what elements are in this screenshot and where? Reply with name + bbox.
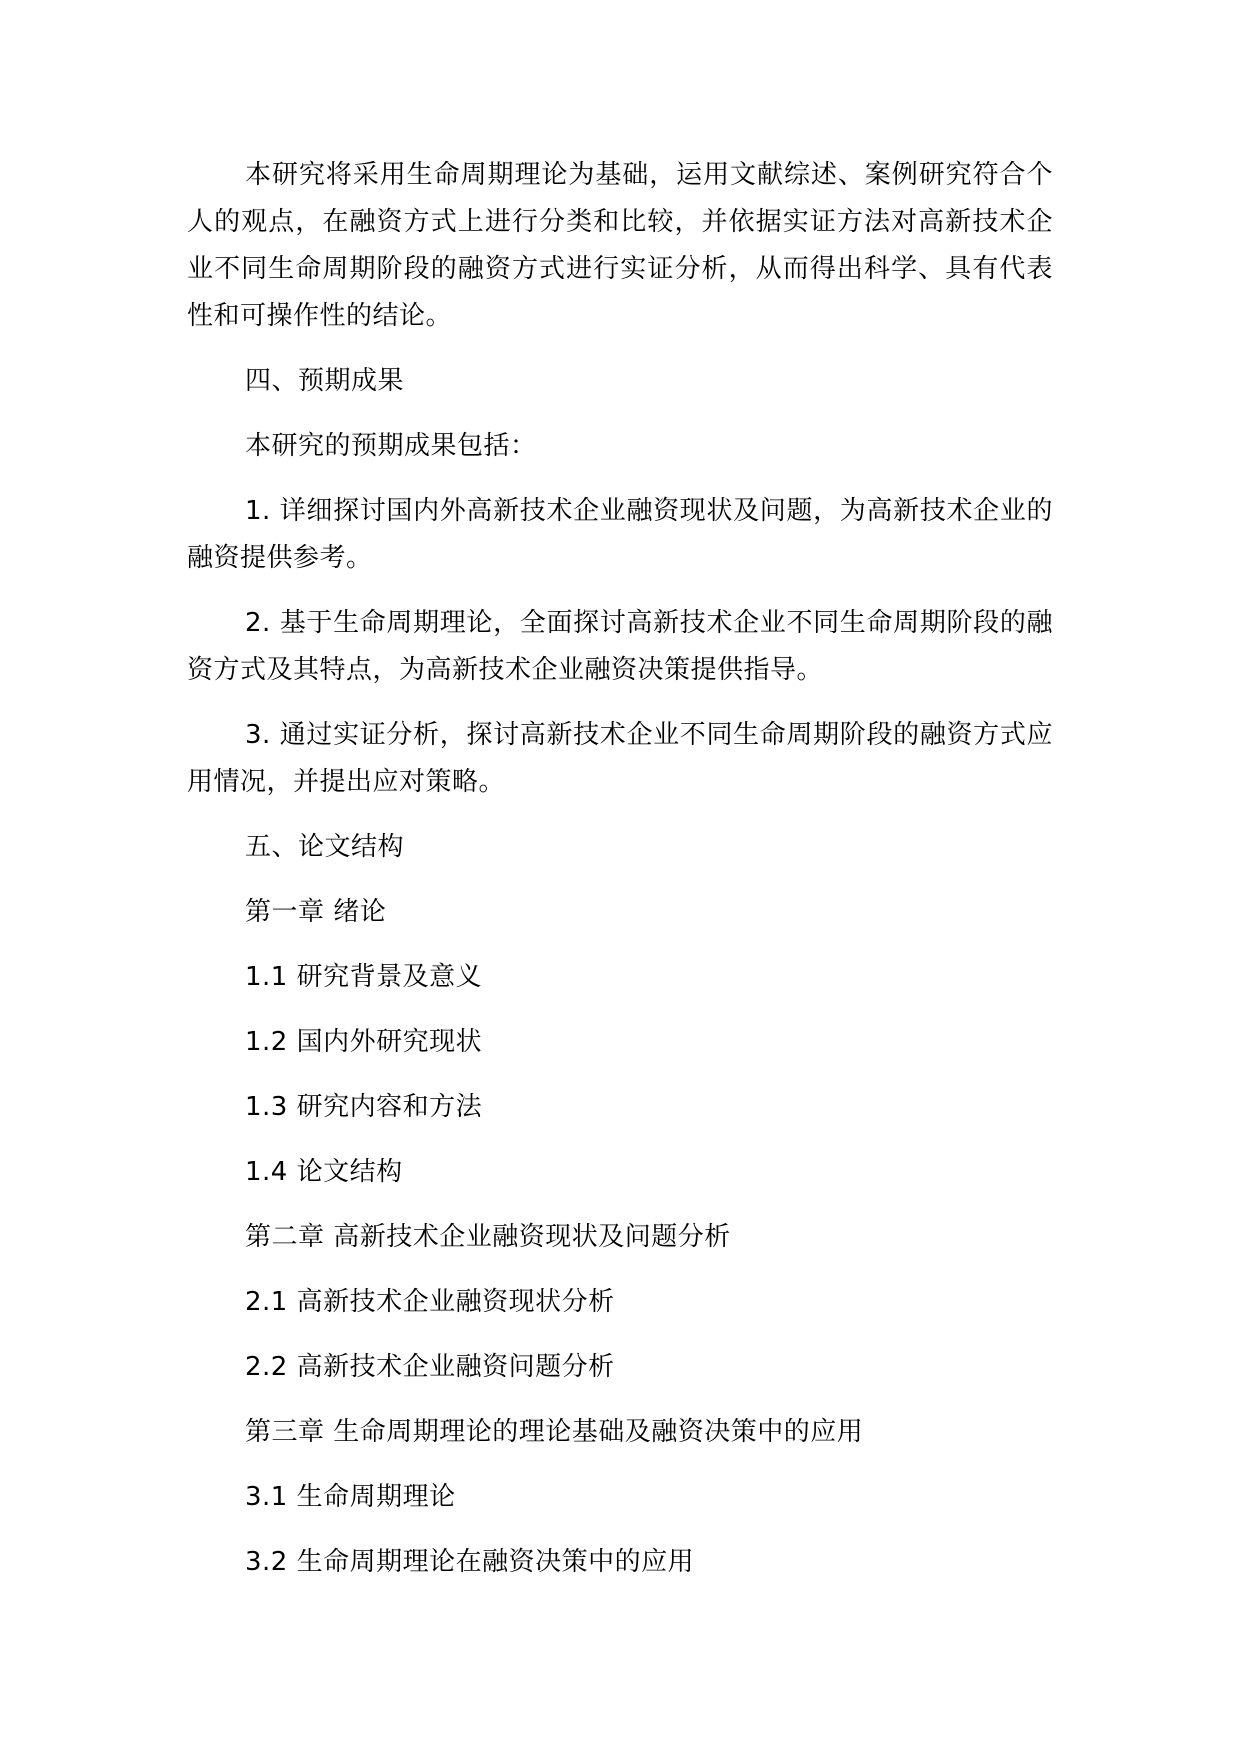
section-3-2: 3.2 生命周期理论在融资决策中的应用 — [245, 1547, 695, 1577]
section-1-4: 1.4 论文结构 — [245, 1157, 403, 1187]
section-1-3: 1.3 研究内容和方法 — [245, 1092, 483, 1122]
chapter-3-title: 第三章 生命周期理论的理论基础及融资决策中的应用 — [245, 1417, 864, 1447]
section-heading-thesis-structure: 五、论文结构 — [245, 832, 405, 862]
section-2-2: 2.2 高新技术企业融资问题分析 — [245, 1352, 615, 1382]
expected-results-intro: 本研究的预期成果包括： — [245, 431, 537, 461]
expected-result-item-3: 3. 通过实证分析，探讨高新技术企业不同生命周期阶段的融资方式应用情况，并提出应对策略。 — [187, 720, 1053, 797]
chapter-1-title: 第一章 绪论 — [245, 897, 387, 927]
section-1-2: 1.2 国内外研究现状 — [245, 1027, 483, 1057]
section-heading-expected-results: 四、预期成果 — [245, 366, 405, 396]
document-body — [187, 152, 1053, 1586]
intro-paragraph: 本研究将采用生命周期理论为基础，运用文献综述、案例研究符合个人的观点，在融资方式上进行分类和比较，并依据实证方法对高新技术企业不同生命周期阶段的融资方式进行实证分析，从而得出科学、具有代表性和可操作性的结论。 — [187, 160, 1053, 331]
section-2-1: 2.1 高新技术企业融资现状分析 — [245, 1287, 615, 1317]
chapter-2-title: 第二章 高新技术企业融资现状及问题分析 — [245, 1222, 731, 1252]
section-1-1: 1.1 研究背景及意义 — [245, 962, 483, 992]
expected-result-item-1: 1. 详细探讨国内外高新技术企业融资现状及问题，为高新技术企业的融资提供参考。 — [187, 496, 1053, 573]
section-3-1: 3.1 生命周期理论 — [245, 1482, 456, 1512]
expected-result-item-2: 2. 基于生命周期理论，全面探讨高新技术企业不同生命周期阶段的融资方式及其特点，为高新技术企业融资决策提供指导。 — [187, 608, 1053, 685]
